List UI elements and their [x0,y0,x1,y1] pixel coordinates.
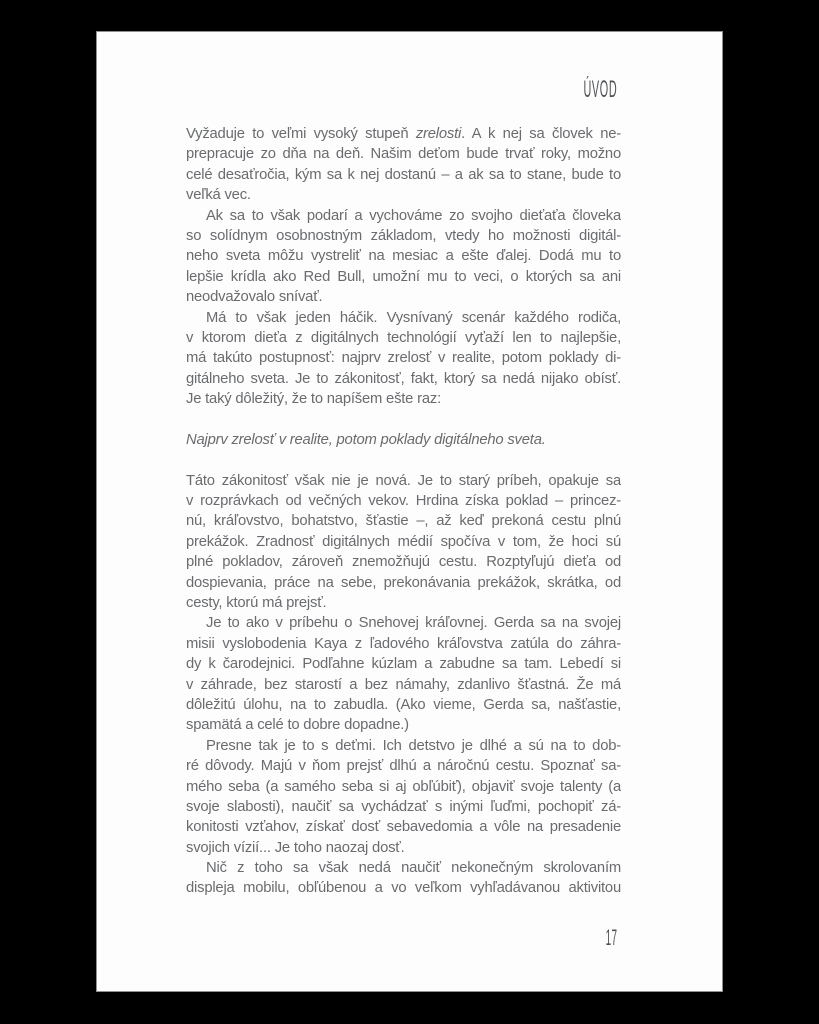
text-line: Nič z toho sa však nedá naučiť nekonečným skrolovaním [206,860,621,877]
text-line: lepšie krídla ako Red Bull, umožní mu to veci, o ktorých sa ani [186,268,621,285]
text-line: Je taký dôležitý, že to napíšem ešte raz: [186,391,441,408]
text-line: plné pokladov, zároveň znemožňujú cestu. Rozptyľujú dieťa od [186,554,621,571]
text-line: prepracuje zo dňa na deň. Našim deťom bude trvať roky, možno [186,146,621,163]
text-line: neho sveta môžu vystreliť na mesiac a ešte ďalej. Dodá mu to [186,248,621,265]
text-line: dospievania, práce na sebe, prekonávania prekážok, skrátka, od [186,574,621,591]
text-line: nú, kráľovstvo, bohatstvo, šťastie –, až keď prekoná cestu plnú [186,513,621,530]
text-line: veľká vec. [186,187,251,204]
paragraph [186,736,621,858]
paragraph [186,124,621,206]
text-line: svojich vízií... Je toho naozaj dosť. [186,839,405,856]
text-line: mého seba (a samého seba si aj obľúbiť), objaviť svoje talenty (a [186,778,621,795]
text-line: Je to ako v príbehu o Snehovej kráľovnej. Gerda sa na svojej [206,615,621,632]
book-page [96,31,723,992]
body-text [186,124,621,899]
text-line: celé desaťročia, kým sa k nej dostanú – a ak sa to stane, bude to [186,166,621,183]
text-line: prekážok. Zradnosť digitálnych médií spočíva v tom, že hoci sú [186,533,621,550]
text-line: konitosti vzťahov, získať dosť sebavedomia a vôle na presadenie [186,819,621,836]
text-line: Presne tak je to s deťmi. Ich detstvo je dlhé a sú na to dob- [206,737,621,754]
text-line: v rozprávkach od večných vekov. Hrdina získa poklad – princez- [186,493,621,510]
paragraph [186,858,621,899]
text-line: Táto zákonitosť však nie je nová. Je to starý príbeh, opakuje sa [186,472,621,489]
text-line: Má to však jeden háčik. Vysnívaný scenár každého rodiča, [206,309,621,326]
text-line: gitálneho sveta. Je to zákonitosť, fakt, ktorý sa nedá nijako obísť. [186,370,621,387]
text-line: v záhrade, bez starostí a bez námahy, zdanlivo šťastná. Že má [186,676,621,693]
chapter-header: ÚVOD [583,76,617,103]
paragraph [186,613,621,735]
text-line: svoje slabosti), naučiť sa vychádzať s inými ľuďmi, pochopiť zá- [186,798,621,815]
text-line: displeja mobilu, obľúbenou a vo veľkom vyhľadávanou aktivitou [186,880,621,897]
text-line: Ak sa to však podarí a vychováme zo svojho dieťaťa človeka [206,207,621,224]
text-line: cesty, ktorú má prejsť. [186,594,327,611]
text-line: ré dôvody. Majú v ňom prejsť dlhú a náročnú cestu. Spoznať sa- [186,758,621,775]
paragraph [186,308,621,410]
text-line: neodvažovalo snívať. [186,289,323,306]
text-line: v ktorom dieťa z digitálnych technológií vyťaží len to najlepšie, [186,329,621,346]
paragraph [186,430,621,450]
text-line: so solídnym osobnostným základom, vtedy ho možnosti digitál- [186,227,621,244]
paragraph [186,206,621,308]
text-line: Vyžaduje to veľmi vysoký stupeň zrelosti. A k nej sa človek ne- [186,126,621,142]
text-line: Najprv zrelosť v realite, potom poklady digitálneho sveta. [186,431,546,448]
text-line: dôležitú úlohu, na to zabudla. (Ako vieme, Gerda sa, našťastie, [186,696,621,713]
text-line: dy k čarodejnici. Podľahne kúzlam a zabudne sa tam. Lebedí si [186,656,621,673]
text-line: misii vyslobodenia Kaya z ľadového kráľovstva zatúla do záhra- [186,635,621,652]
paragraph [186,471,621,614]
text-line: má takúto postupnosť: najprv zrelosť v realite, potom poklady di- [186,350,621,367]
text-line: spamätá a celé to dobre dopadne.) [186,717,409,734]
page-number: 17 [605,925,617,950]
